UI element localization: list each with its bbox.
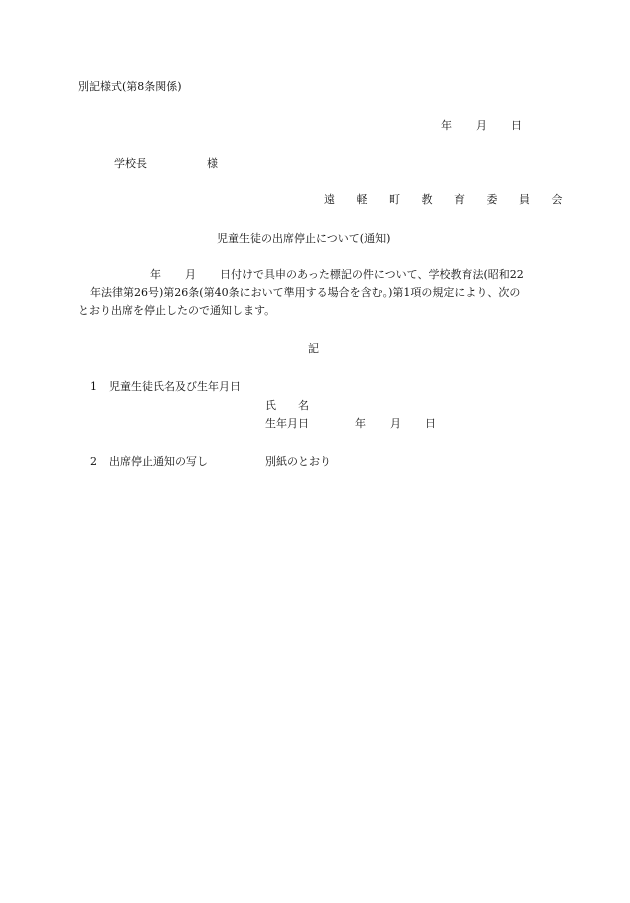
issue-date-day: 日 [511,119,522,132]
body-year: 年 [150,268,161,281]
ki-heading: 記 [308,342,319,355]
item-2-value: 別紙のとおり [265,455,331,468]
body-text-1: 日付けで具申のあった標記の件について、学校教育法(昭和22 [220,268,524,281]
sender-name: 遠 軽 町 教 育 委 員 会 [324,193,572,206]
issue-date-line [441,119,522,133]
addressee-honorific: 様 [207,157,218,170]
addressee-title: 学校長 [114,157,147,170]
addressee-line [114,157,218,171]
item-2-label: 出席停止通知の写し [109,455,208,468]
item-1-label: 児童生徒氏名及び生年月日 [109,380,241,393]
item-1-number: 1 [90,380,97,393]
body-line-2: 年法律第26号)第26条(第40条において準用する場合を含む。)第1項の規定により、次の [90,286,521,299]
birth-day: 日 [425,417,436,430]
document-subject: 児童生徒の出席停止について(通知) [217,232,391,245]
issue-date-year: 年 [441,119,452,132]
name-label: 氏 名 [265,399,309,412]
birth-year: 年 [355,417,366,430]
item-2-number: 2 [90,455,97,468]
body-line-1 [150,268,524,282]
issue-date-month: 月 [476,119,487,132]
birth-month: 月 [390,417,401,430]
item-2-heading [90,455,208,469]
birthdate-line [265,417,436,431]
body-month: 月 [185,268,196,281]
birthdate-label: 生年月日 [265,417,309,430]
body-line-3: とおり出席を停止したので通知します。 [78,304,276,317]
form-reference: 別記様式(第8条関係) [78,80,182,93]
item-1-heading [90,380,241,394]
